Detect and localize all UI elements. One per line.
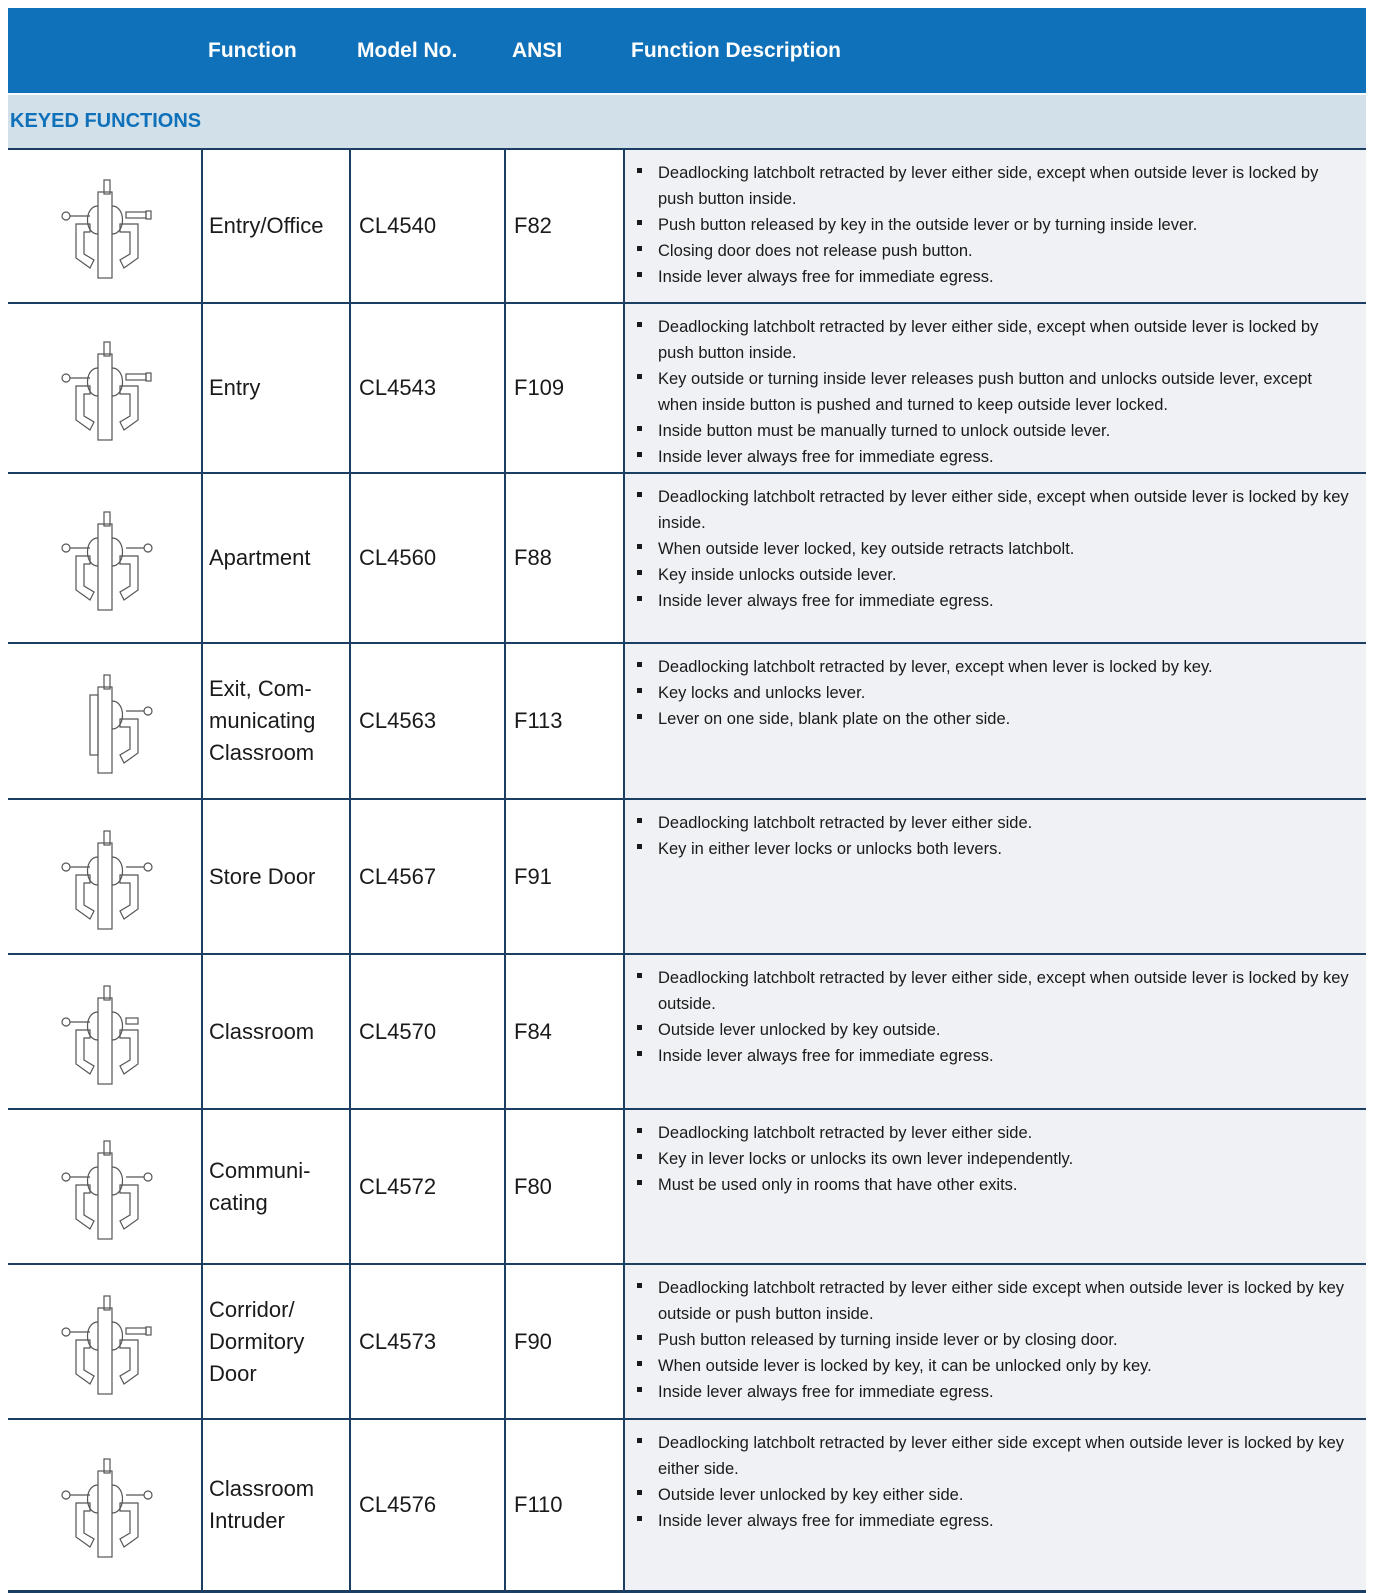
description-bullet: Deadlocking latchbolt retracted by lever either side except when outside lever is locked by key either side. xyxy=(633,1430,1354,1482)
model-number: CL4576 xyxy=(349,1420,504,1590)
table-row xyxy=(8,642,1366,798)
description-list xyxy=(633,1430,1354,1534)
description-bullet: Push button released by turning inside lever or by closing door. xyxy=(633,1327,1354,1353)
description-bullet: Deadlocking latchbolt retracted by lever either side, except when outside lever is locked by push button inside. xyxy=(633,314,1354,366)
description-bullet: Inside lever always free for immediate egress. xyxy=(633,264,1354,290)
description-bullet: Inside lever always free for immediate egress. xyxy=(633,1508,1354,1534)
description-bullet: Outside lever unlocked by key either side. xyxy=(633,1482,1354,1508)
description-bullet: Deadlocking latchbolt retracted by lever either side. xyxy=(633,810,1354,836)
lock-image-cell xyxy=(8,1420,201,1590)
table-row xyxy=(8,302,1366,472)
lock-single-lever-icon xyxy=(46,667,166,777)
lock-both-levers-two-keys-icon xyxy=(46,1451,166,1561)
description-bullet: Lever on one side, blank plate on the other side. xyxy=(633,706,1354,732)
model-number: CL4573 xyxy=(349,1265,504,1418)
model-number: CL4570 xyxy=(349,955,504,1108)
lock-both-levers-pushbutton-icon xyxy=(46,334,166,444)
ansi-code: F113 xyxy=(504,644,623,798)
description-list xyxy=(633,1120,1354,1198)
function-description xyxy=(623,800,1366,953)
function-description xyxy=(623,1420,1366,1590)
ansi-code: F88 xyxy=(504,474,623,642)
function-name: Entry/Office xyxy=(201,150,349,302)
lock-both-levers-pushbutton-icon xyxy=(46,1288,166,1398)
table-row xyxy=(8,472,1366,642)
table-row xyxy=(8,1418,1366,1590)
description-list xyxy=(633,654,1354,732)
header-ansi: ANSI xyxy=(512,39,563,62)
lock-image-cell xyxy=(8,304,201,472)
ansi-code: F91 xyxy=(504,800,623,953)
description-bullet: When outside lever locked, key outside retracts latchbolt. xyxy=(633,536,1354,562)
function-name: Communi- cating xyxy=(201,1110,349,1263)
description-list xyxy=(633,810,1354,862)
function-name: Entry xyxy=(201,304,349,472)
function-description xyxy=(623,474,1366,642)
function-name: Classroom xyxy=(201,955,349,1108)
lock-both-levers-pushbutton-icon xyxy=(46,172,166,282)
description-bullet: Key in lever locks or unlocks its own lever independently. xyxy=(633,1146,1354,1172)
lock-both-levers-two-keys-icon xyxy=(46,504,166,614)
description-bullet: Inside lever always free for immediate egress. xyxy=(633,588,1354,614)
description-list xyxy=(633,1275,1354,1405)
description-bullet: Deadlocking latchbolt retracted by lever, except when lever is locked by key. xyxy=(633,654,1354,680)
lock-image-cell xyxy=(8,474,201,642)
function-name: Apartment xyxy=(201,474,349,642)
function-description xyxy=(623,955,1366,1108)
header-description: Function Description xyxy=(631,39,841,62)
ansi-code: F82 xyxy=(504,150,623,302)
lock-both-levers-two-keys-icon xyxy=(46,1133,166,1243)
model-number: CL4543 xyxy=(349,304,504,472)
model-number: CL4572 xyxy=(349,1110,504,1263)
ansi-code: F110 xyxy=(504,1420,623,1590)
description-bullet: Key locks and unlocks lever. xyxy=(633,680,1354,706)
table-row xyxy=(8,798,1366,953)
section-title: KEYED FUNCTIONS xyxy=(10,110,202,132)
section-keyed-functions xyxy=(8,93,1366,148)
model-number: CL4567 xyxy=(349,800,504,953)
description-bullet: Inside lever always free for immediate egress. xyxy=(633,1043,1354,1069)
ansi-code: F80 xyxy=(504,1110,623,1263)
description-bullet: Deadlocking latchbolt retracted by lever either side except when outside lever is locked by key outside or push button inside. xyxy=(633,1275,1354,1327)
model-number: CL4563 xyxy=(349,644,504,798)
function-description xyxy=(623,1265,1366,1418)
description-bullet: Outside lever unlocked by key outside. xyxy=(633,1017,1354,1043)
table-row xyxy=(8,1263,1366,1418)
description-bullet: Key inside unlocks outside lever. xyxy=(633,562,1354,588)
description-bullet: Push button released by key in the outside lever or by turning inside lever. xyxy=(633,212,1354,238)
lock-image-cell xyxy=(8,150,201,302)
description-bullet: Deadlocking latchbolt retracted by lever either side. xyxy=(633,1120,1354,1146)
description-list xyxy=(633,314,1354,470)
model-number: CL4540 xyxy=(349,150,504,302)
description-bullet: Must be used only in rooms that have other exits. xyxy=(633,1172,1354,1198)
header-function: Function xyxy=(208,39,297,62)
description-list xyxy=(633,160,1354,290)
model-number: CL4560 xyxy=(349,474,504,642)
table-header xyxy=(8,8,1366,93)
ansi-code: F109 xyxy=(504,304,623,472)
lock-image-cell xyxy=(8,644,201,798)
function-name: Corridor/ Dormitory Door xyxy=(201,1265,349,1418)
table-row xyxy=(8,148,1366,302)
description-bullet: Inside lever always free for immediate egress. xyxy=(633,444,1354,470)
description-bullet: Deadlocking latchbolt retracted by lever either side, except when outside lever is locked by key inside. xyxy=(633,484,1354,536)
lock-image-cell xyxy=(8,955,201,1108)
description-bullet: Inside button must be manually turned to unlock outside lever. xyxy=(633,418,1354,444)
description-bullet: Key outside or turning inside lever releases push button and unlocks outside lever, except when inside button is pushed and turned to keep outside lever locked. xyxy=(633,366,1354,418)
function-name: Store Door xyxy=(201,800,349,953)
function-description xyxy=(623,1110,1366,1263)
function-description xyxy=(623,150,1366,302)
function-name: Exit, Com- municating Classroom xyxy=(201,644,349,798)
description-bullet: Key in either lever locks or unlocks both levers. xyxy=(633,836,1354,862)
lock-image-cell xyxy=(8,800,201,953)
function-description xyxy=(623,304,1366,472)
function-name: Classroom Intruder xyxy=(201,1420,349,1590)
ansi-code: F84 xyxy=(504,955,623,1108)
description-bullet: Closing door does not release push button. xyxy=(633,238,1354,264)
table-row xyxy=(8,953,1366,1108)
header-model: Model No. xyxy=(357,39,458,62)
table-row xyxy=(8,1108,1366,1263)
lock-image-cell xyxy=(8,1110,201,1263)
ansi-code: F90 xyxy=(504,1265,623,1418)
lock-both-levers-icon xyxy=(46,978,166,1088)
description-list xyxy=(633,965,1354,1069)
description-bullet: Inside lever always free for immediate egress. xyxy=(633,1379,1354,1405)
description-bullet: Deadlocking latchbolt retracted by lever either side, except when outside lever is locked by key outside. xyxy=(633,965,1354,1017)
lock-image-cell xyxy=(8,1265,201,1418)
description-bullet: Deadlocking latchbolt retracted by lever either side, except when outside lever is locked by push button inside. xyxy=(633,160,1354,212)
description-list xyxy=(633,484,1354,614)
lock-both-levers-two-keys-icon xyxy=(46,823,166,933)
description-bullet: When outside lever is locked by key, it can be unlocked only by key. xyxy=(633,1353,1354,1379)
function-description xyxy=(623,644,1366,798)
